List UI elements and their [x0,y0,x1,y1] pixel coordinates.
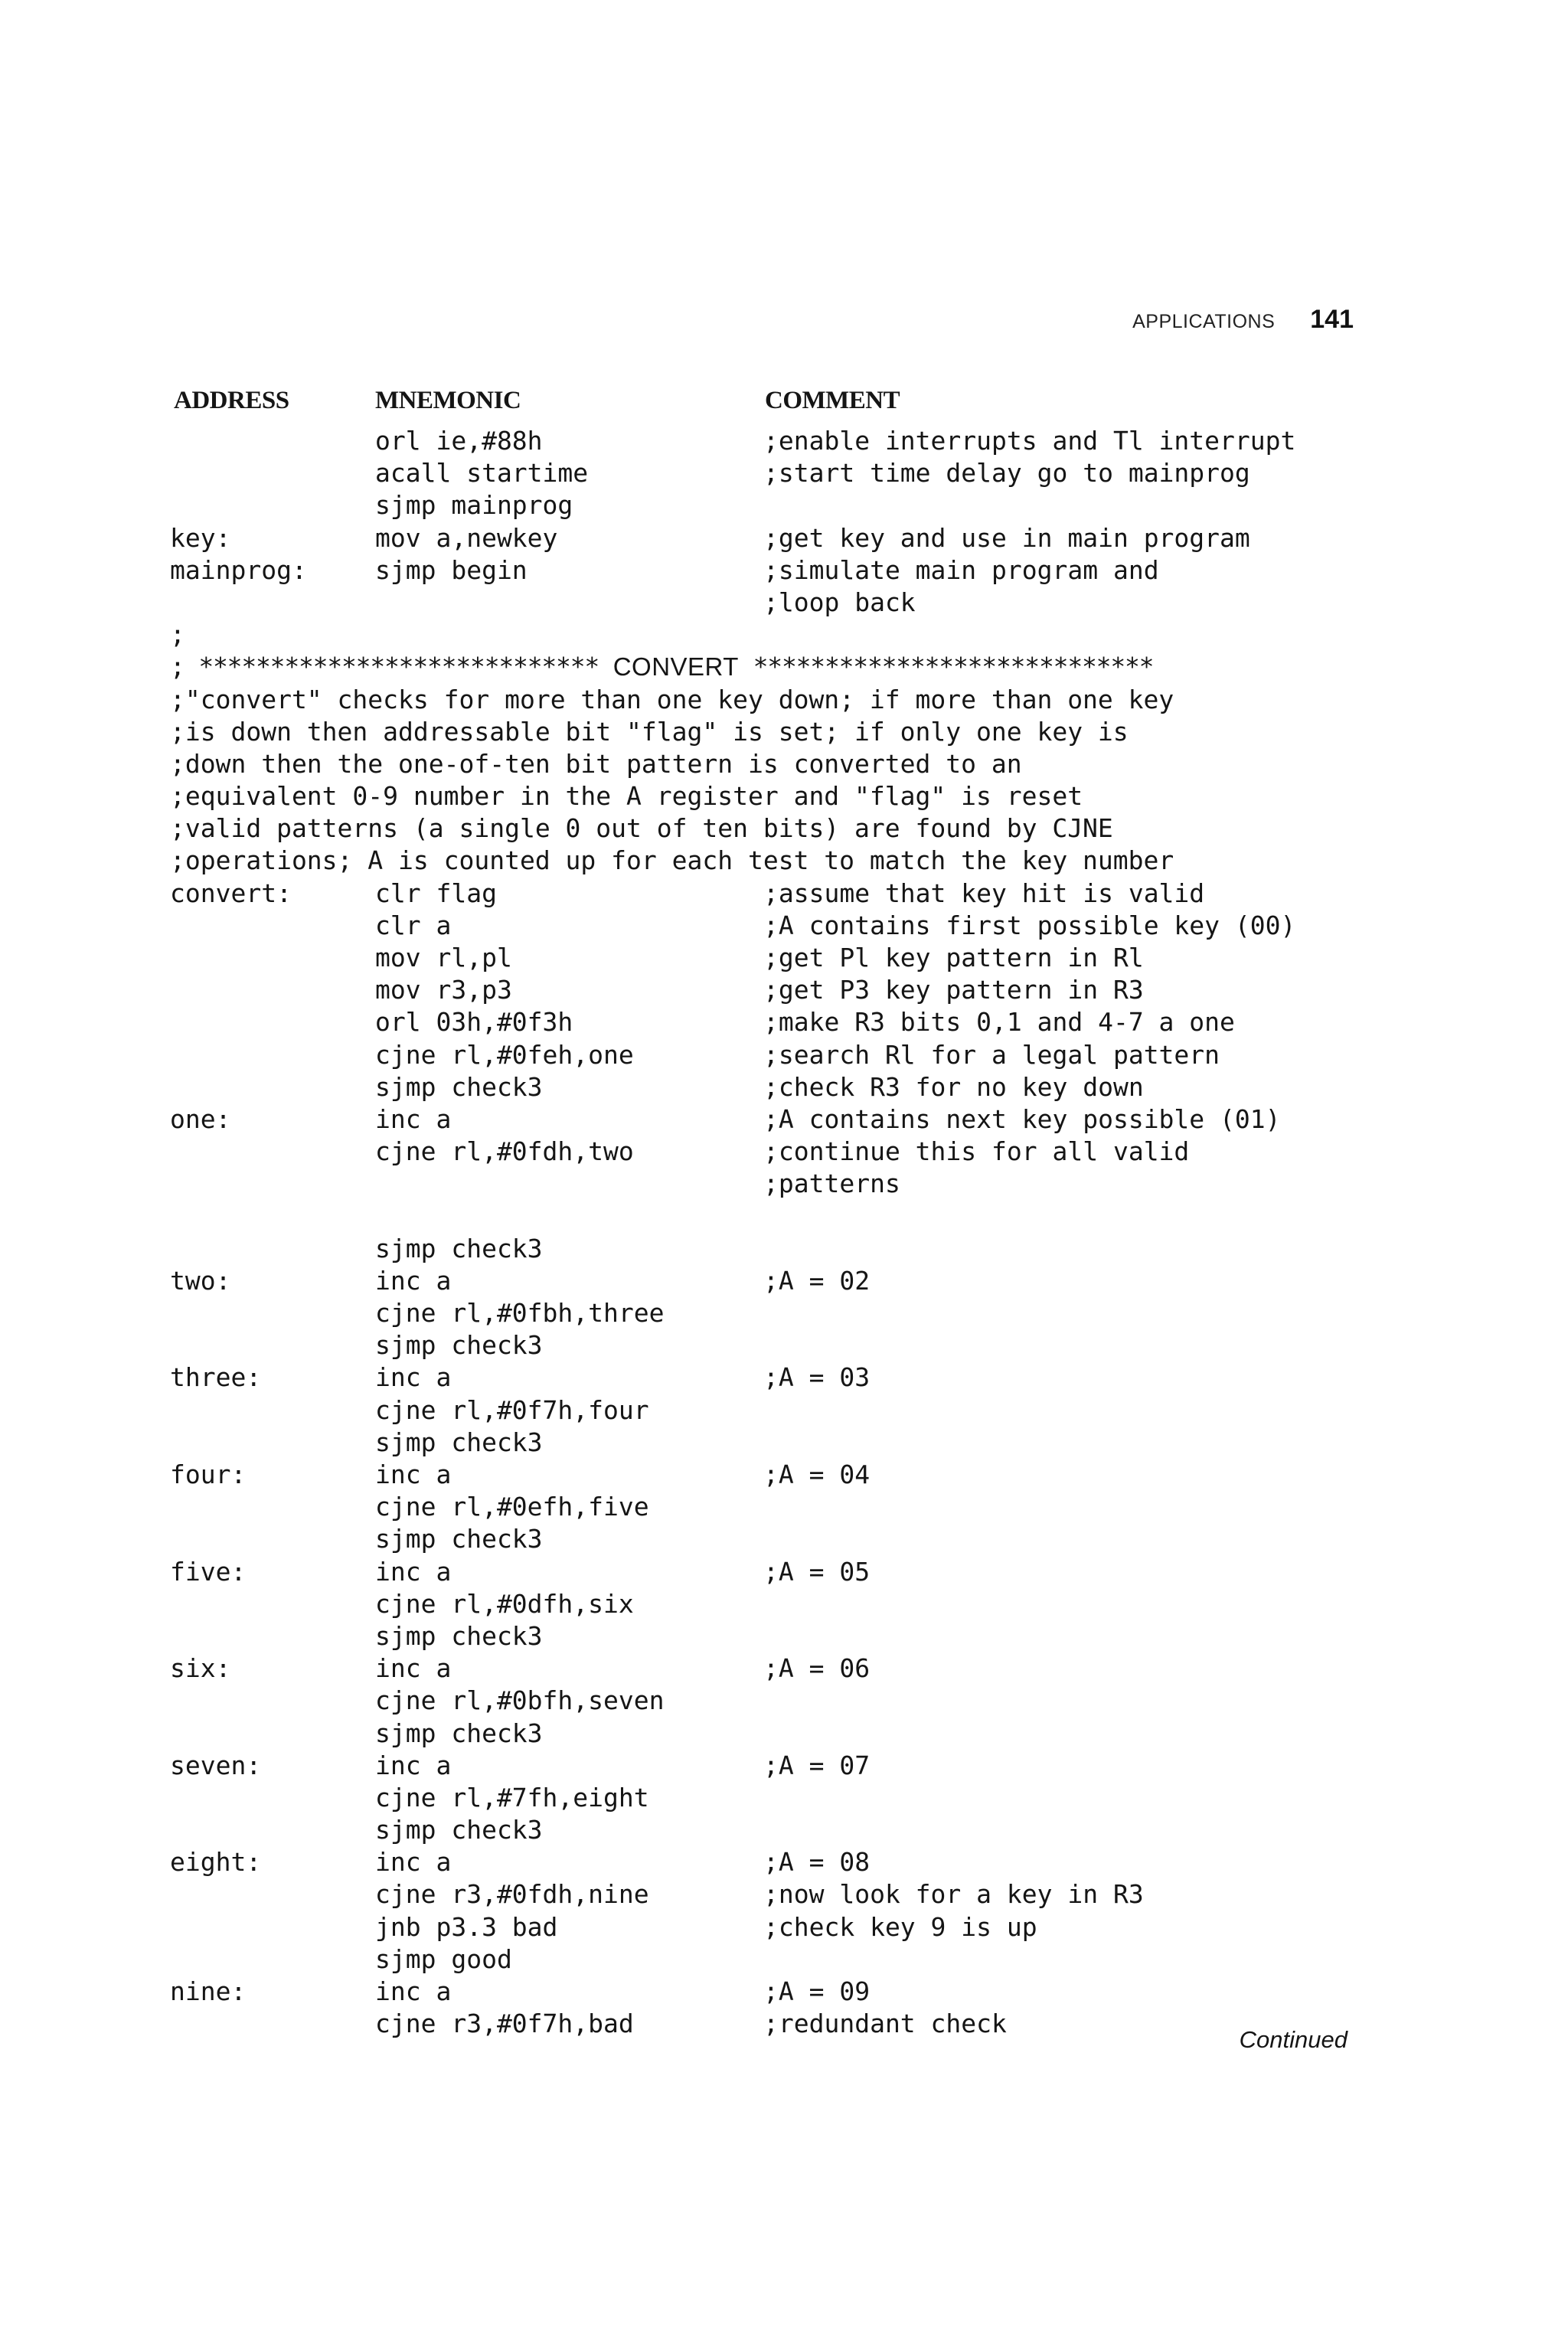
comment: ;search Rl for a legal pattern [763,1039,1220,1070]
mnemonic: inc a [375,1556,452,1587]
page-number: 141 [1310,305,1354,334]
comment: ;enable interrupts and Tl interrupt [763,426,1296,456]
listing-line [0,1427,1568,1459]
address-label: key: [170,522,231,553]
comment: ;get Pl key pattern in Rl [763,943,1144,972]
listing-line [0,1006,1568,1038]
mnemonic: inc a [375,1653,452,1684]
mnemonic: orl ie,#88h [375,426,543,456]
mnemonic: inc a [375,1460,452,1489]
assembly-listing [0,425,1568,2040]
listing-line [0,457,1568,489]
listing-line [0,1814,1568,1846]
listing-line [0,1556,1568,1588]
listing-column-headers [0,387,1568,420]
listing-line [0,1588,1568,1620]
mnemonic: inc a [375,1103,452,1134]
comment: ;start time delay go to mainprog [763,458,1250,489]
comment: ;assume that key hit is valid [763,878,1205,908]
listing-line [0,1233,1568,1265]
listing-line [0,684,1568,716]
listing-line [0,1911,1568,1943]
address-label: three: [170,1362,262,1393]
comment: ;loop back [763,587,916,617]
mnemonic: sjmp good [375,1943,512,1974]
listing-line [0,1361,1568,1394]
listing-line [0,1491,1568,1523]
mnemonic: sjmp check3 [375,1071,543,1102]
listing-line [0,587,1568,619]
listing-line [0,878,1568,910]
comment: ;A = 07 [763,1750,871,1780]
mnemonic: cjne rl,#0dfh,six [375,1588,634,1619]
listing-line [0,1620,1568,1652]
mnemonic: cjne rl,#0f7h,four [375,1394,649,1425]
mnemonic: cjne r3,#0f7h,bad [375,2009,634,2039]
address-label: seven: [170,1750,262,1780]
listing-line [0,780,1568,812]
comment: ;A = 08 [763,1847,871,1878]
listing-line [0,1523,1568,1555]
listing-line [0,1976,1568,2008]
mnemonic: sjmp check3 [375,1427,543,1457]
listing-line [0,1459,1568,1491]
convert-banner [170,651,1153,683]
comment: ;A = 03 [763,1362,871,1393]
mnemonic: mov a,newkey [375,522,558,553]
mnemonic: jnb p3.3 bad [375,1911,558,1942]
comment-column-header: COMMENT [765,387,900,414]
comment-line: ;valid patterns (a single 0 out of ten bits) are found by CJNE [170,813,1113,844]
comment: ;A = 09 [763,1976,871,2006]
comment: ;redundant check [763,2009,1007,2039]
mnemonic: clr flag [375,878,497,908]
comment: ;check key 9 is up [763,1911,1037,1942]
listing-line [0,522,1568,554]
mnemonic: cjne rl,#0fbh,three [375,1298,665,1329]
blank-line [0,1201,1568,1233]
comment: ;continue this for all valid [763,1136,1190,1167]
listing-line [0,812,1568,845]
comment: ;get P3 key pattern in R3 [763,975,1144,1005]
listing-line [0,1265,1568,1297]
listing-line [0,1943,1568,1976]
comment: ;A contains first possible key (00) [763,910,1296,940]
listing-line [0,716,1568,748]
address-label: six: [170,1653,231,1684]
comment: ;now look for a key in R3 [763,1879,1144,1910]
mnemonic: acall startime [375,458,589,489]
listing-line [0,1071,1568,1103]
mnemonic: inc a [375,1750,452,1780]
address-label: eight: [170,1847,262,1878]
listing-line [0,942,1568,974]
address-column-header: ADDRESS [174,387,289,414]
comment: ;simulate main program and [763,554,1159,585]
comment: ;A = 05 [763,1556,871,1587]
listing-line [0,910,1568,942]
listing-line [0,1846,1568,1878]
mnemonic: inc a [375,1362,452,1393]
continued-note: Continued [1239,2026,1348,2053]
running-head [1132,305,1354,338]
comment-line: ;is down then addressable bit "flag" is set; if only one key is [170,716,1129,747]
running-head-section: APPLICATIONS [1132,311,1276,332]
address-label: two: [170,1265,231,1296]
comment: ;check R3 for no key down [763,1071,1144,1102]
banner-stars-left: ; **************************** [170,652,599,682]
comment-line: ;equivalent 0-9 number in the A register and "flag" is reset [170,781,1083,812]
comment: ;patterns [763,1169,900,1199]
mnemonic: mov r3,p3 [375,975,512,1005]
listing-line [0,1394,1568,1427]
listing-line [0,1103,1568,1136]
address-label: nine: [170,1976,247,2006]
comment: ;make R3 bits 0,1 and 4-7 a one [763,1007,1235,1038]
mnemonic: sjmp begin [375,554,528,585]
address-label: convert: [170,878,292,908]
comment: ;A contains next key possible (01) [763,1103,1281,1134]
mnemonic: inc a [375,1265,452,1296]
listing-line [0,1136,1568,1168]
listing-line [0,974,1568,1006]
listing-line [0,1652,1568,1685]
comment: ;A = 02 [763,1265,871,1296]
comment-line: ;operations; A is counted up for each test to match the key number [170,845,1174,876]
listing-line [0,1878,1568,1911]
comment: ;A = 06 [763,1653,871,1684]
comment-line: ; [170,619,185,650]
listing-line [0,1782,1568,1814]
mnemonic: cjne r3,#0fdh,nine [375,1879,649,1910]
listing-line [0,1685,1568,1717]
listing-line [0,1039,1568,1071]
mnemonic: sjmp check3 [375,1815,543,1845]
listing-line [0,845,1568,877]
mnemonic: mov rl,pl [375,943,512,972]
mnemonic: clr a [375,910,452,940]
comment: ;get key and use in main program [763,522,1250,553]
listing-line [0,748,1568,780]
comment-line: ;"convert" checks for more than one key down; if more than one key [170,684,1174,714]
mnemonic: sjmp check3 [375,1233,543,1263]
address-label: one: [170,1103,231,1134]
address-label: five: [170,1556,247,1587]
mnemonic: inc a [375,1976,452,2006]
address-label: mainprog: [170,554,307,585]
mnemonic: cjne rl,#0feh,one [375,1039,634,1070]
listing-line [0,489,1568,521]
mnemonic: sjmp check3 [375,1718,543,1748]
mnemonic: cjne rl,#7fh,eight [375,1782,649,1813]
mnemonic: inc a [375,1847,452,1878]
mnemonic: sjmp mainprog [375,490,573,521]
mnemonic: sjmp check3 [375,1524,543,1554]
comment: ;A = 04 [763,1460,871,1489]
listing-line [0,1329,1568,1361]
listing-line [0,425,1568,457]
banner-title: CONVERT [612,652,739,682]
listing-line [0,554,1568,587]
mnemonic-column-header: MNEMONIC [375,387,521,414]
listing-line [0,1718,1568,1750]
comment-line: ;down then the one-of-ten bit pattern is converted to an [170,748,1022,779]
banner-stars-right: **************************** [753,652,1154,682]
listing-line [0,651,1568,683]
mnemonic: sjmp check3 [375,1620,543,1651]
address-label: four: [170,1460,247,1489]
mnemonic: cjne rl,#0efh,five [375,1492,649,1522]
listing-line [0,1297,1568,1329]
mnemonic: cjne rl,#0fdh,two [375,1136,634,1167]
listing-line [0,619,1568,651]
mnemonic: sjmp check3 [375,1330,543,1361]
mnemonic: orl 03h,#0f3h [375,1007,573,1038]
listing-line [0,1750,1568,1782]
mnemonic: cjne rl,#0bfh,seven [375,1685,665,1716]
listing-line [0,1168,1568,1200]
